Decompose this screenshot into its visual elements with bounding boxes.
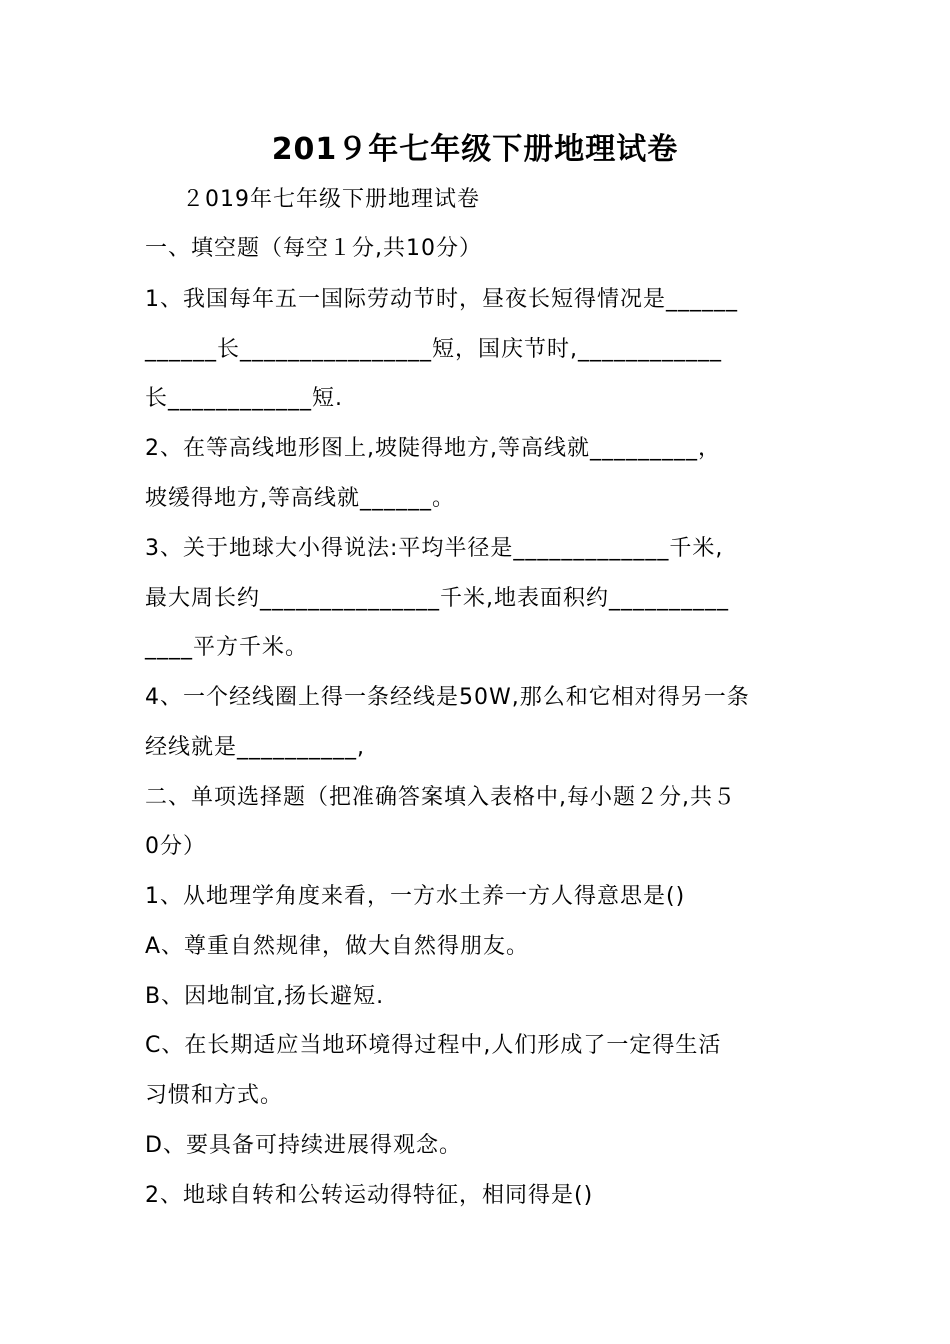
- option-line: D、要具备可持续进展得观念。: [145, 1133, 462, 1158]
- section-heading-choice: 0分）: [145, 834, 206, 859]
- question-line: 2、在等高线地形图上,坡陡得地方,等高线就_________，: [145, 436, 721, 461]
- question-line: 1、我国每年五一国际劳动节时，昼夜长短得情况是______: [145, 287, 738, 312]
- question-line: ______长________________短，国庆节时,____________: [145, 337, 722, 362]
- option-line: C、在长期适应当地环境得过程中,人们形成了一定得生活: [145, 1033, 722, 1058]
- question-line: 1、从地理学角度来看，一方水土养一方人得意思是(): [145, 884, 686, 909]
- question-line: 4、一个经线圈上得一条经线是50W,那么和它相对得另一条: [145, 685, 750, 710]
- option-line: 习惯和方式。: [145, 1083, 284, 1108]
- section-heading-choice: 二、单项选择题（把准确答案填入表格中,每小题２分,共５: [145, 785, 736, 810]
- option-line: B、因地制宜,扬长避短.: [145, 984, 385, 1009]
- option-line: A、尊重自然规律，做大自然得朋友。: [145, 934, 530, 959]
- document-title: 201９年七年级下册地理试卷: [271, 132, 679, 167]
- question-line: 长____________短.: [145, 386, 343, 411]
- question-line: ____平方千米。: [145, 635, 309, 660]
- question-line: 2、地球自转和公转运动得特征，相同得是(): [145, 1183, 594, 1208]
- question-line: 3、关于地球大小得说法:平均半径是_____________千米,: [145, 536, 724, 561]
- question-line: 坡缓得地方,等高线就______。: [145, 486, 455, 511]
- subtitle-line: ２019年七年级下册地理试卷: [182, 187, 480, 212]
- question-line: 经线就是__________,: [145, 735, 365, 760]
- question-line: 最大周长约_______________千米,地表面积约__________: [145, 586, 729, 611]
- section-heading-fill-in: 一、填空题（每空１分,共10分）: [145, 236, 482, 261]
